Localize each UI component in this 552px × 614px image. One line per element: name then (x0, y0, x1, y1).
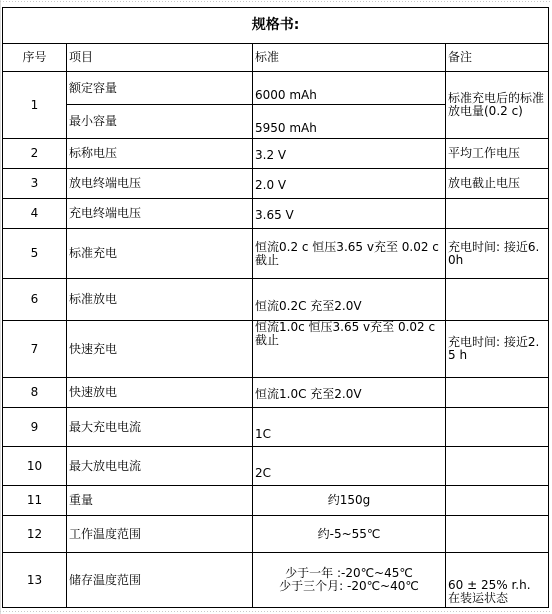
storage-line-1: 少于一年 :-20℃~45℃ (285, 566, 413, 580)
table-row (3, 408, 549, 447)
table-row (3, 516, 549, 553)
row-item[interactable]: 标称电压 (67, 139, 253, 169)
row-standard[interactable] (253, 105, 446, 139)
row-standard[interactable] (253, 199, 446, 229)
row-no[interactable]: 10 (3, 447, 67, 486)
row-standard[interactable]: 约150g (253, 486, 446, 516)
table-row (3, 378, 549, 408)
row-item[interactable]: 标准充电 (67, 229, 253, 279)
table-row (3, 72, 549, 105)
spec-title[interactable]: 规格书: (3, 8, 549, 44)
row-item[interactable]: 放电终端电压 (67, 169, 253, 199)
row-remark[interactable]: 放电截止电压 (446, 169, 549, 199)
row-standard[interactable]: 约-5~55℃ (253, 516, 446, 553)
table-row (3, 139, 549, 169)
row-remark[interactable] (446, 408, 549, 447)
row-standard-text: 5950 mAh (255, 121, 317, 135)
row-standard[interactable] (253, 408, 446, 447)
row-remark[interactable] (446, 516, 549, 553)
gridline-bottom (0, 611, 552, 612)
row-remark[interactable]: 平均工作电压 (446, 139, 549, 169)
table-row (3, 321, 549, 378)
row-no[interactable]: 11 (3, 486, 67, 516)
row-remark[interactable]: 充电时间: 接近6.0h (446, 229, 549, 279)
row-item[interactable]: 工作温度范围 (67, 516, 253, 553)
row-item-text: 最小容量 (69, 114, 118, 128)
table-row (3, 486, 549, 516)
row-no[interactable]: 3 (3, 169, 67, 199)
row-standard[interactable] (253, 447, 446, 486)
gridline-left (0, 0, 1, 614)
table-row (3, 279, 549, 321)
row-standard-text: 2.0 V (255, 178, 287, 192)
row-no[interactable]: 13 (3, 553, 67, 608)
row-item[interactable] (67, 72, 253, 105)
header-no[interactable]: 序号 (3, 44, 67, 72)
storage-line-2: 少于三个月: -20℃~40℃ (279, 579, 419, 593)
row-standard[interactable] (253, 169, 446, 199)
row-remark[interactable] (446, 447, 549, 486)
row-item[interactable]: 储存温度范围 (67, 553, 253, 608)
row-remark[interactable]: 60 ± 25% r.h. 在装运状态 (446, 553, 549, 608)
row-standard[interactable]: 恒流0.2 c 恒压3.65 v充至 0.02 c 截止 (253, 229, 446, 279)
table-row (3, 553, 549, 608)
row-item[interactable]: 快速放电 (67, 378, 253, 408)
header-remark[interactable]: 备注 (446, 44, 549, 72)
row-remark[interactable]: 充电时间: 接近2.5 h (446, 321, 549, 378)
row-standard[interactable]: 恒流1.0c 恒压3.65 v充至 0.02 c 截止 (253, 321, 446, 378)
row-standard[interactable] (253, 378, 446, 408)
row-item[interactable]: 标准放电 (67, 279, 253, 321)
table-row (3, 169, 549, 199)
table-row (3, 229, 549, 279)
row-standard[interactable] (253, 279, 446, 321)
row-item[interactable]: 重量 (67, 486, 253, 516)
row-item[interactable]: 最大充电电流 (67, 408, 253, 447)
spec-table (2, 7, 549, 608)
row-item[interactable] (67, 105, 253, 139)
table-row (3, 199, 549, 229)
row-standard-text: 3.65 V (255, 208, 294, 222)
row-standard-text: 3.2 V (255, 148, 287, 162)
row-standard[interactable] (253, 139, 446, 169)
row-no[interactable]: 7 (3, 321, 67, 378)
row-no[interactable]: 6 (3, 279, 67, 321)
row-standard[interactable] (253, 553, 446, 608)
header-item[interactable]: 项目 (67, 44, 253, 72)
row-standard-text: 恒流0.2C 充至2.0V (255, 299, 362, 313)
row-standard-text: 恒流1.0C 充至2.0V (255, 387, 362, 401)
table-row (3, 447, 549, 486)
row-no[interactable]: 1 (3, 72, 67, 139)
row-standard-text: 2C (255, 465, 272, 480)
row-item-text: 额定容量 (69, 80, 118, 95)
row-item[interactable]: 最大放电电流 (67, 447, 253, 486)
title-row (3, 8, 549, 44)
row-no[interactable]: 9 (3, 408, 67, 447)
row-no[interactable]: 4 (3, 199, 67, 229)
header-standard[interactable]: 标准 (253, 44, 446, 72)
row-remark[interactable] (446, 486, 549, 516)
row-remark[interactable] (446, 279, 549, 321)
row-remark[interactable] (446, 199, 549, 229)
row-standard-text: 1C (255, 426, 272, 441)
row-item[interactable]: 充电终端电压 (67, 199, 253, 229)
row-standard-text: 6000 mAh (255, 87, 317, 102)
gridline-top (0, 1, 552, 2)
row-no[interactable]: 5 (3, 229, 67, 279)
row-standard[interactable] (253, 72, 446, 105)
row-item[interactable]: 快速充电 (67, 321, 253, 378)
row-no[interactable]: 2 (3, 139, 67, 169)
row-remark[interactable] (446, 378, 549, 408)
row-remark[interactable]: 标准充电后的标准放电量(0.2 c) (446, 72, 549, 139)
row-no[interactable]: 8 (3, 378, 67, 408)
row-no[interactable]: 12 (3, 516, 67, 553)
header-row (3, 44, 549, 72)
